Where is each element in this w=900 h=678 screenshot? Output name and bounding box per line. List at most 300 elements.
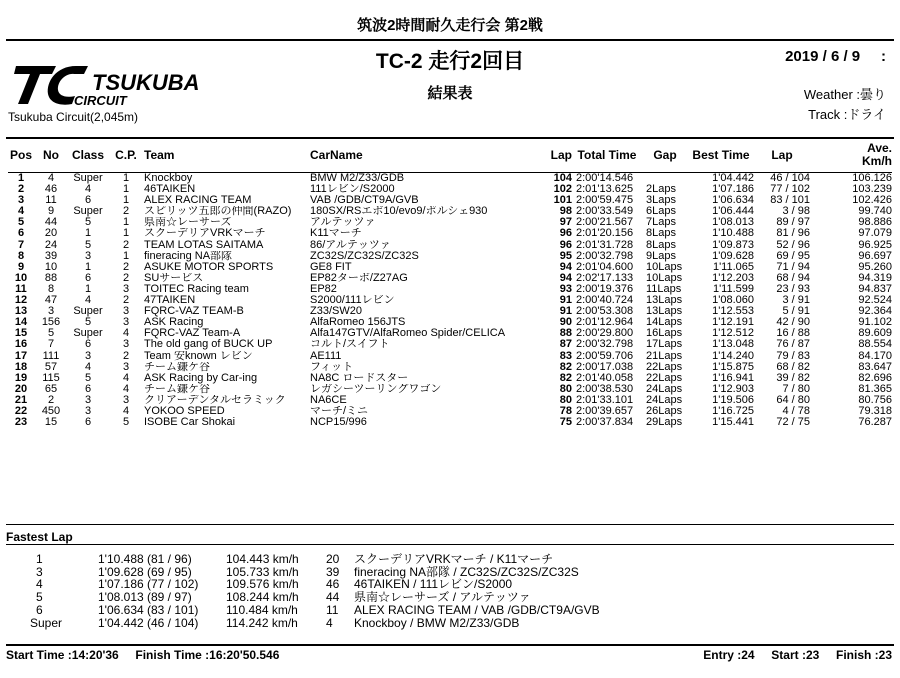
cell-lap: 96 bbox=[559, 239, 572, 251]
result-row bbox=[8, 173, 892, 185]
cell-best-time: 1'10.488 bbox=[712, 228, 754, 240]
cell-best-time: 1'19.506 bbox=[712, 394, 754, 406]
weather: Weather :曇り bbox=[803, 87, 886, 102]
cell-total-time: 2:02'17.133 bbox=[576, 272, 634, 284]
cell-pos: 13 bbox=[14, 306, 28, 318]
cell-gap: 13Laps bbox=[646, 295, 683, 307]
cell-cp: 4 bbox=[122, 383, 130, 395]
cell-best-time: 1'11.599 bbox=[712, 283, 754, 295]
cell-class: 6 bbox=[84, 195, 92, 207]
cell-team: fineracing NA部隊 bbox=[144, 250, 233, 262]
cell-best-lap: 42 / 90 bbox=[776, 317, 810, 329]
cell-best-lap: 3 / 91 bbox=[782, 295, 810, 307]
cell-best-time: 1'08.060 bbox=[712, 295, 754, 307]
col-team: Team bbox=[144, 147, 175, 162]
cell-no: 156 bbox=[41, 317, 61, 329]
cell-best-lap: 89 / 97 bbox=[776, 217, 810, 229]
cell-avg-speed: 106.126 bbox=[852, 172, 892, 184]
footer-rule bbox=[6, 644, 894, 646]
cell-no: 5 bbox=[47, 328, 55, 340]
cell-no: 8 bbox=[47, 283, 55, 295]
results-table bbox=[8, 138, 892, 428]
fl-team-car: fineracing NA部隊 / ZC32S/ZC32S/ZC32S bbox=[354, 564, 579, 579]
cell-class: 1 bbox=[84, 261, 92, 273]
cell-lap: 95 bbox=[559, 250, 572, 262]
cell-avg-speed: 95.260 bbox=[858, 261, 892, 273]
svg-text:TSUKUBA: TSUKUBA bbox=[92, 70, 200, 95]
result-row bbox=[8, 339, 892, 350]
cell-no: 3 bbox=[47, 306, 55, 318]
cell-class: Super bbox=[73, 206, 103, 218]
cell-total-time: 2:01'40.058 bbox=[576, 372, 634, 384]
fl-speed: 104.443 km/h bbox=[226, 552, 299, 566]
cell-no: 24 bbox=[44, 239, 58, 251]
fl-speed: 105.733 km/h bbox=[226, 564, 299, 579]
cell-best-lap: 5 / 91 bbox=[782, 306, 810, 318]
cell-best-lap: 76 / 87 bbox=[776, 339, 810, 351]
cell-best-time: 1'06.634 bbox=[712, 195, 754, 207]
cell-best-time: 1'12.203 bbox=[712, 272, 754, 284]
cell-carname: S2000/111レビン bbox=[310, 295, 395, 307]
cell-avg-speed: 102.426 bbox=[852, 195, 892, 207]
result-row bbox=[8, 251, 892, 262]
cell-best-lap: 23 / 93 bbox=[776, 283, 810, 295]
cell-team: スピリッツ五郎の仲間(RAZO) bbox=[144, 206, 292, 218]
start-count: Start :23 bbox=[771, 648, 820, 662]
cell-total-time: 2:00'53.308 bbox=[576, 306, 634, 318]
cell-best-lap: 83 / 101 bbox=[770, 195, 810, 207]
fastest-lap-row bbox=[30, 617, 684, 630]
cell-cp: 3 bbox=[122, 317, 130, 329]
cell-avg-speed: 103.239 bbox=[852, 184, 892, 196]
cell-avg-speed: 92.364 bbox=[858, 306, 892, 318]
cell-class: 3 bbox=[84, 394, 92, 406]
cell-total-time: 2:01'20.156 bbox=[576, 228, 634, 240]
cell-total-time: 2:00'29.800 bbox=[576, 328, 634, 340]
cell-cp: 4 bbox=[122, 372, 130, 384]
cell-lap: 97 bbox=[559, 217, 572, 229]
fl-team-car: Knockboy / BMW M2/Z33/GDB bbox=[354, 615, 520, 630]
cell-avg-speed: 79.318 bbox=[858, 405, 892, 417]
cell-best-lap: 81 / 96 bbox=[776, 228, 810, 240]
cell-best-lap: 71 / 94 bbox=[776, 261, 810, 273]
cell-avg-speed: 99.740 bbox=[858, 206, 892, 218]
cell-cp: 2 bbox=[122, 239, 130, 251]
col-no: No bbox=[43, 147, 59, 162]
cell-team: YOKOO SPEED bbox=[144, 405, 225, 417]
cell-gap bbox=[642, 173, 688, 185]
cell-best-time: 1'16.941 bbox=[712, 372, 754, 384]
fl-lap-time: 1'06.634 (83 / 101) bbox=[98, 602, 199, 617]
cell-gap: 6Laps bbox=[646, 206, 676, 218]
result-row bbox=[8, 406, 892, 417]
cell-team: ISOBE Car Shokai bbox=[144, 417, 236, 429]
cell-team: ALEX RACING TEAM bbox=[144, 195, 252, 207]
cell-carname: コルト/スイフト bbox=[310, 339, 390, 351]
cell-cp: 2 bbox=[122, 295, 130, 307]
cell-best-time: 1'09.873 bbox=[712, 239, 754, 251]
cell-no: 46 bbox=[44, 184, 58, 196]
cell-carname: ZC32S/ZC32S/ZC32S bbox=[310, 250, 419, 262]
result-row bbox=[8, 284, 892, 295]
finish-time: Finish Time :16:20'50.546 bbox=[135, 648, 280, 662]
cell-class: 5 bbox=[84, 372, 92, 384]
fl-car-no: 39 bbox=[326, 564, 340, 579]
cell-no: 57 bbox=[44, 361, 58, 373]
cell-avg-speed: 98.886 bbox=[858, 217, 892, 229]
fl-car-no: 4 bbox=[326, 615, 333, 630]
cell-carname: フィット bbox=[310, 361, 354, 373]
cell-cp: 5 bbox=[122, 417, 130, 429]
fl-class: 3 bbox=[36, 564, 43, 579]
cell-team: Team 安known レビン bbox=[144, 350, 253, 362]
date: 2019 / 6 / 9 : bbox=[785, 48, 886, 65]
cell-cp: 2 bbox=[122, 206, 130, 218]
result-row bbox=[8, 206, 892, 217]
cell-best-lap: 68 / 94 bbox=[776, 272, 810, 284]
cell-class: 5 bbox=[84, 239, 92, 251]
cell-team: The old gang of BUCK UP bbox=[144, 339, 273, 351]
cell-pos: 12 bbox=[14, 295, 28, 307]
entry-count: Entry :24 bbox=[703, 648, 755, 662]
circuit-name: Tsukuba Circuit(2,045m) bbox=[8, 110, 139, 124]
cell-cp: 2 bbox=[122, 272, 130, 284]
cell-no: 4 bbox=[47, 172, 55, 184]
cell-carname: EP82ターボ/Z27AG bbox=[310, 272, 408, 284]
result-row bbox=[8, 395, 892, 406]
fl-speed: 114.242 km/h bbox=[226, 615, 298, 630]
cell-team: チーム鎌ケ谷 bbox=[144, 361, 210, 373]
cell-best-lap: 64 / 80 bbox=[776, 394, 810, 406]
cell-no: 11 bbox=[45, 195, 57, 207]
cell-pos: 8 bbox=[17, 250, 25, 262]
cell-best-time: 1'13.048 bbox=[712, 339, 754, 351]
fl-team-car: スクーデリアVRKマーチ / K11マーチ bbox=[354, 552, 554, 566]
cell-carname: アルテッツァ bbox=[310, 217, 376, 229]
cell-cp: 1 bbox=[122, 250, 130, 262]
cell-no: 10 bbox=[44, 261, 58, 273]
cell-team: ASK Racing by Car-ing bbox=[144, 372, 258, 384]
cell-lap: 83 bbox=[559, 350, 572, 362]
fl-class: 1 bbox=[36, 552, 43, 566]
cell-pos: 6 bbox=[17, 228, 25, 240]
cell-avg-speed: 80.756 bbox=[858, 394, 892, 406]
cell-cp: 3 bbox=[122, 339, 130, 351]
cell-no: 7 bbox=[47, 339, 55, 351]
cell-gap: 13Laps bbox=[646, 306, 683, 318]
fl-class: Super bbox=[30, 615, 63, 630]
cell-team: FQRC-VAZ Team-A bbox=[144, 328, 241, 340]
cell-total-time: 2:01'12.964 bbox=[576, 317, 634, 329]
cell-pos: 17 bbox=[14, 350, 28, 362]
cell-no: 65 bbox=[44, 383, 58, 395]
footer bbox=[6, 648, 892, 664]
fl-class: 6 bbox=[36, 602, 43, 617]
cell-gap: 11Laps bbox=[646, 283, 682, 295]
cell-total-time: 2:01'13.625 bbox=[576, 184, 634, 196]
result-row bbox=[8, 195, 892, 206]
cell-class: 6 bbox=[84, 383, 92, 395]
cell-pos: 22 bbox=[14, 405, 28, 417]
cell-pos: 19 bbox=[14, 372, 28, 384]
cell-team: SUサービス bbox=[144, 272, 204, 284]
cell-gap: 7Laps bbox=[646, 217, 676, 229]
cell-total-time: 2:00'17.038 bbox=[576, 361, 634, 373]
track-condition: Track :ドライ bbox=[808, 107, 886, 122]
cell-class: 1 bbox=[84, 228, 92, 240]
cell-best-time: 1'12.553 bbox=[712, 306, 754, 318]
cell-carname: BMW M2/Z33/GDB bbox=[310, 172, 405, 184]
fastest-lap-body bbox=[30, 553, 684, 629]
cell-avg-speed: 96.925 bbox=[858, 239, 892, 251]
cell-class: 4 bbox=[84, 295, 92, 307]
cell-pos: 5 bbox=[17, 217, 25, 229]
result-row bbox=[8, 240, 892, 251]
cell-best-lap: 69 / 95 bbox=[776, 250, 810, 262]
cell-avg-speed: 96.697 bbox=[858, 250, 892, 262]
cell-lap: 90 bbox=[559, 317, 572, 329]
cell-total-time: 2:00'59.706 bbox=[576, 350, 634, 362]
cell-carname: Alfa147GTV/AlfaRomeo Spider/CELICA bbox=[310, 328, 506, 340]
cell-carname: レガシーツーリングワゴン bbox=[310, 383, 442, 395]
cell-lap: 91 bbox=[559, 295, 572, 307]
cell-lap: 80 bbox=[559, 383, 572, 395]
cell-gap: 17Laps bbox=[646, 339, 683, 351]
cell-cp: 2 bbox=[122, 350, 130, 362]
cell-best-time: 1'15.441 bbox=[712, 417, 754, 429]
result-row bbox=[8, 184, 892, 195]
fastest-lap-rule bbox=[6, 544, 894, 545]
cell-total-time: 2:00'40.724 bbox=[576, 295, 634, 307]
cell-gap: 8Laps bbox=[646, 228, 676, 240]
cell-best-time: 1'12.512 bbox=[712, 328, 754, 340]
cell-team: ASK Racing bbox=[144, 317, 204, 329]
fastest-lap-row bbox=[30, 591, 684, 604]
cell-lap: 75 bbox=[559, 417, 572, 429]
cell-class: 4 bbox=[84, 361, 92, 373]
cell-avg-speed: 89.609 bbox=[858, 328, 892, 340]
cell-best-lap: 16 / 88 bbox=[776, 328, 810, 340]
cell-best-time: 1'11.065 bbox=[712, 261, 754, 273]
cell-class: 4 bbox=[84, 184, 92, 196]
result-row bbox=[8, 351, 892, 362]
cell-carname: AlfaRomeo 156JTS bbox=[310, 317, 406, 329]
footer-times bbox=[6, 648, 279, 662]
fl-team-car: 46TAIKEN / 111レビン/S2000 bbox=[354, 577, 513, 592]
cell-avg-speed: 91.102 bbox=[858, 317, 892, 329]
fastest-lap-title: Fastest Lap bbox=[6, 530, 73, 544]
cell-class: 3 bbox=[84, 350, 92, 362]
cell-avg-speed: 82.696 bbox=[858, 372, 892, 384]
cell-team: Knockboy bbox=[144, 172, 193, 184]
cell-cp: 1 bbox=[122, 217, 130, 229]
cell-total-time: 2:00'21.567 bbox=[576, 217, 634, 229]
cell-class: 5 bbox=[84, 317, 92, 329]
cell-team: チーム鎌ケ谷 bbox=[144, 383, 210, 395]
cell-pos: 15 bbox=[14, 328, 28, 340]
fl-speed: 108.244 km/h bbox=[226, 590, 299, 605]
cell-best-time: 1'12.191 bbox=[712, 317, 754, 329]
fl-car-no: 20 bbox=[326, 552, 340, 566]
cell-carname: 86/アルテッツァ bbox=[310, 239, 391, 251]
cell-best-lap: 68 / 82 bbox=[776, 361, 810, 373]
cell-cp: 1 bbox=[122, 195, 130, 207]
col-cp: C.P. bbox=[115, 147, 137, 162]
cell-no: 450 bbox=[41, 405, 61, 417]
cell-class: Super bbox=[73, 172, 103, 184]
cell-carname: AE111 bbox=[310, 350, 342, 362]
cell-best-time: 1'06.444 bbox=[712, 206, 754, 218]
fl-speed: 110.484 km/h bbox=[226, 602, 298, 617]
cell-avg-speed: 88.554 bbox=[858, 339, 892, 351]
cell-lap: 82 bbox=[559, 361, 572, 373]
cell-gap: 22Laps bbox=[646, 372, 683, 384]
cell-lap: 102 bbox=[553, 184, 572, 196]
col-total-time: Total Time bbox=[577, 147, 637, 162]
cell-class: 5 bbox=[84, 217, 92, 229]
cell-team: TOITEC Racing team bbox=[144, 283, 249, 295]
fl-class: 5 bbox=[36, 590, 43, 605]
cell-best-time: 1'07.186 bbox=[712, 184, 754, 196]
cell-pos: 23 bbox=[14, 417, 28, 429]
cell-team: スクーデリアVRKマーチ bbox=[144, 228, 266, 240]
cell-team: クリアーデンタルセラミック bbox=[144, 394, 286, 406]
result-row bbox=[8, 217, 892, 228]
cell-class: 6 bbox=[84, 339, 92, 351]
cell-no: 111 bbox=[42, 350, 60, 362]
start-time: Start Time :14:20'36 bbox=[6, 648, 119, 662]
cell-carname: NA8C ロードスター bbox=[310, 372, 409, 384]
col-gap: Gap bbox=[653, 147, 677, 162]
cell-gap: 29Laps bbox=[646, 417, 683, 429]
cell-total-time: 2:01'31.728 bbox=[576, 239, 634, 251]
cell-carname: マーチ/ミニ bbox=[310, 405, 369, 417]
cell-gap: 16Laps bbox=[646, 328, 683, 340]
cell-carname: Z33/SW20 bbox=[310, 306, 362, 318]
cell-lap: 104 bbox=[553, 172, 572, 184]
result-row bbox=[8, 262, 892, 273]
cell-no: 20 bbox=[44, 228, 58, 240]
fl-lap-time: 1'09.628 (69 / 95) bbox=[98, 564, 192, 579]
cell-best-lap: 77 / 102 bbox=[770, 184, 810, 196]
result-row bbox=[8, 295, 892, 306]
cell-carname: GE8 FIT bbox=[310, 261, 352, 273]
cell-total-time: 2:00'37.834 bbox=[576, 417, 634, 429]
cell-cp: 3 bbox=[122, 283, 130, 295]
cell-best-lap: 3 / 98 bbox=[782, 206, 810, 218]
cell-no: 47 bbox=[44, 295, 58, 307]
cell-total-time: 2:00'39.657 bbox=[576, 405, 634, 417]
cell-best-lap: 4 / 78 bbox=[782, 405, 810, 417]
result-title: 結果表 bbox=[427, 85, 473, 102]
cell-no: 88 bbox=[44, 272, 58, 284]
cell-best-lap: 72 / 75 bbox=[776, 417, 810, 429]
cell-lap: 80 bbox=[559, 394, 572, 406]
cell-gap: 22Laps bbox=[646, 361, 683, 373]
cell-gap: 21Laps bbox=[646, 350, 683, 362]
cell-cp: 4 bbox=[122, 328, 130, 340]
cell-best-lap: 52 / 96 bbox=[776, 239, 810, 251]
cell-best-time: 1'16.725 bbox=[712, 405, 754, 417]
finish-count: Finish :23 bbox=[835, 648, 892, 662]
cell-cp: 3 bbox=[122, 394, 130, 406]
cell-total-time: 2:00'19.376 bbox=[576, 283, 634, 295]
cell-class: 1 bbox=[84, 283, 92, 295]
cell-gap: 14Laps bbox=[646, 317, 683, 329]
cell-lap: 91 bbox=[559, 306, 572, 318]
cell-total-time: 2:00'32.798 bbox=[576, 339, 634, 351]
fl-class: 4 bbox=[36, 577, 43, 592]
cell-team: TEAM LOTAS SAITAMA bbox=[144, 239, 264, 251]
results-header bbox=[8, 138, 892, 173]
cell-class: 3 bbox=[84, 405, 92, 417]
cell-no: 39 bbox=[44, 250, 58, 262]
result-row bbox=[8, 273, 892, 284]
result-row bbox=[8, 384, 892, 395]
cell-pos: 16 bbox=[14, 339, 28, 351]
cell-carname: 180SX/RSエボ10/evo9/ポルシェ930 bbox=[310, 206, 488, 218]
cell-lap: 93 bbox=[559, 283, 572, 295]
cell-total-time: 2:01'33.101 bbox=[576, 394, 634, 406]
cell-avg-speed: 81.365 bbox=[858, 383, 892, 395]
cell-cp: 1 bbox=[122, 172, 130, 184]
cell-gap: 2Laps bbox=[646, 184, 676, 196]
cell-lap: 96 bbox=[559, 228, 572, 240]
cell-lap: 101 bbox=[553, 195, 572, 207]
cell-class: 3 bbox=[84, 250, 92, 262]
header-rule bbox=[6, 39, 894, 41]
cell-lap: 94 bbox=[559, 272, 572, 284]
fl-team-car: ALEX RACING TEAM / VAB /GDB/CT9A/GVB bbox=[354, 602, 600, 617]
result-row bbox=[8, 362, 892, 373]
result-row bbox=[8, 317, 892, 328]
event-title: 筑波2時間耐久走行会 第2戦 bbox=[357, 17, 543, 34]
cell-class: Super bbox=[73, 306, 103, 318]
col-avg-speed: Ave. Km/h bbox=[862, 141, 892, 168]
cell-total-time: 2:00'14.546 bbox=[576, 172, 634, 184]
cell-best-lap: 39 / 82 bbox=[776, 372, 810, 384]
cell-carname: VAB /GDB/CT9A/GVB bbox=[310, 195, 419, 207]
col-best-time: Best Time bbox=[692, 147, 750, 162]
result-row bbox=[8, 373, 892, 384]
cell-best-time: 1'12.903 bbox=[712, 383, 754, 395]
cell-avg-speed: 76.287 bbox=[858, 417, 892, 429]
cell-pos: 7 bbox=[17, 239, 25, 251]
result-row bbox=[8, 228, 892, 239]
cell-best-time: 1'08.013 bbox=[712, 217, 754, 229]
cell-lap: 98 bbox=[559, 206, 572, 218]
cell-carname: 111レビン/S2000 bbox=[310, 184, 395, 196]
cell-team: 46TAIKEN bbox=[144, 184, 196, 196]
cell-team: ASUKE MOTOR SPORTS bbox=[144, 261, 274, 273]
fl-lap-time: 1'08.013 (89 / 97) bbox=[98, 590, 192, 605]
cell-avg-speed: 84.170 bbox=[858, 350, 892, 362]
cell-pos: 14 bbox=[14, 317, 28, 329]
cell-total-time: 2:00'38.530 bbox=[576, 383, 634, 395]
fl-speed: 109.576 km/h bbox=[226, 577, 299, 592]
cell-gap: 26Laps bbox=[646, 405, 683, 417]
cell-best-lap: 79 / 83 bbox=[776, 350, 810, 362]
tsukuba-circuit-logo bbox=[12, 60, 222, 108]
col-pos: Pos bbox=[9, 147, 32, 162]
cell-no: 9 bbox=[47, 206, 55, 218]
cell-lap: 82 bbox=[559, 372, 572, 384]
cell-carname: NA6CE bbox=[310, 394, 347, 406]
cell-pos: 18 bbox=[14, 361, 28, 373]
cell-class: 6 bbox=[84, 272, 92, 284]
cell-gap: 24Laps bbox=[646, 383, 683, 395]
cell-pos: 3 bbox=[17, 195, 25, 207]
